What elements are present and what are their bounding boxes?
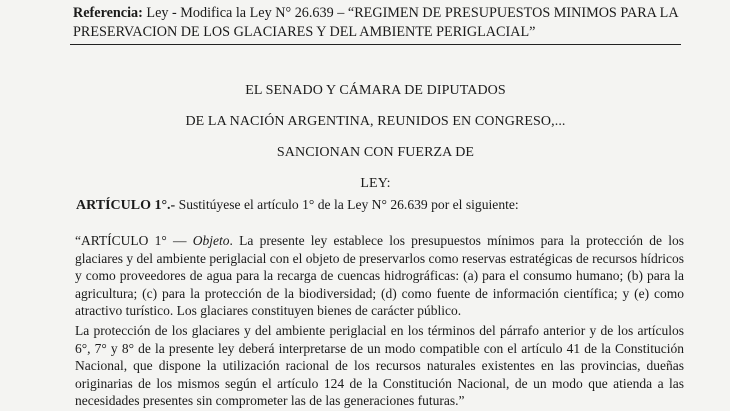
reference-header [73,4,683,42]
title-line-4: LEY: [360,176,391,191]
title-line-3: SANCIONAN CON FUERZA DE [276,145,475,160]
quoted-article-paragraph [75,232,684,320]
quoted-article-body: . La presente ley establece los presupuestos mínimos para la protección de los glaciares y del ambiente periglacial con el objeto de preservarlos como reservas estratégicas de recursos hídricos y como proveedores de agua para la recarga de cuencas hidrográficas: (a) para el consumo humano; (b) para la agricultura; (c) para la protección de la biodiversidad; (d) como fuente de información científica; y (e) como atractivo turístico. Los glaciares constituyen bienes de carácter público. [75,233,684,318]
article-1 [76,197,686,214]
paragraph-2: La protección de los glaciares y del ambiente periglacial en los términos del párrafo anterior y de los artículos 6°, 7° y 8° de la presente ley deberá interpretarse de un modo compatible con el artículo 41 de la Constitución Nacional, que dispone la utilización racional de los recursos naturales existentes en las provincias, dueñas originarias de los mismos según el artículo 124 de la Constitución Nacional, de un modo que atienda a las necesidades presentes sin comprometer las de las generaciones futuras.” [75,323,684,408]
title-line-1: EL SENADO Y CÁMARA DE DIPUTADOS [245,83,506,98]
header-divider [70,44,681,45]
quoted-article-prefix: “ARTÍCULO 1° — [75,233,193,248]
reference-text: Ley - Modifica la Ley N° 26.639 – “REGIMEN DE PRESUPUESTOS MINIMOS PARA LA PRESERVACION DE LOS GLACIARES Y DEL AMBIENTE PERIGLACIAL” [73,5,678,40]
article-1-label: ARTÍCULO 1°.- [76,198,176,213]
quoted-article-heading: Objeto [192,233,230,248]
article-1-text: Sustitúyese el artículo 1° de la Ley N° 26.639 por el siguiente: [175,197,519,212]
reference-label: Referencia: [73,5,143,21]
title-line-2: DE LA NACIÓN ARGENTINA, REUNIDOS EN CONGRESO,... [185,114,566,129]
